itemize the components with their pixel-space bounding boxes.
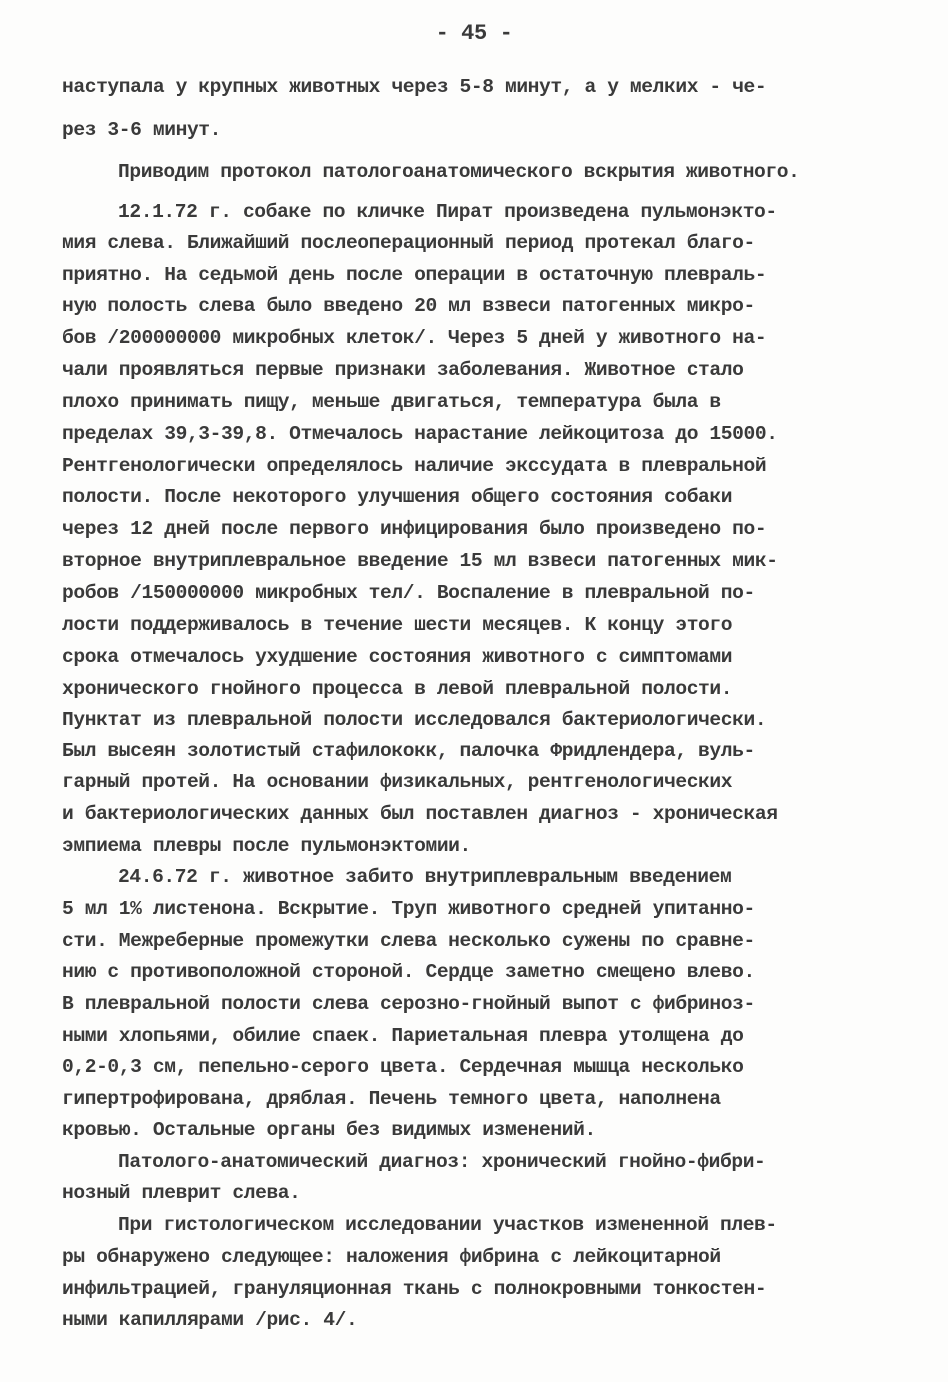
text-line: пределах 39,3-39,8. Отмечалось нарастание лейкоцитоза до 15000.: [62, 423, 778, 445]
text-line: лости поддерживалось в течение шести месяцев. К концу этого: [62, 614, 733, 636]
text-line: нозный плеврит слева.: [62, 1182, 301, 1204]
text-line: чали проявляться первые признаки заболевания. Животное стало: [62, 359, 744, 381]
text-line: ную полость слева было введено 20 мл взвеси патогенных микро-: [62, 295, 755, 317]
text-line: Был высеян золотистый стафилококк, палочка Фридлендера, вуль-: [62, 740, 755, 762]
text-line: наступала у крупных животных через 5-8 минут, а у мелких - че-: [62, 76, 767, 98]
text-line: бов /200000000 микробных клеток/. Через 5 дней у животного на-: [62, 327, 767, 349]
text-line: плохо принимать пищу, меньше двигаться, температура была в: [62, 391, 721, 413]
text-line: 0,2-0,3 см, пепельно-серого цвета. Сердечная мышца несколько: [62, 1056, 744, 1078]
text-line: хронического гнойного процесса в левой плевральной полости.: [62, 678, 733, 700]
text-line: ры обнаружено следующее: наложения фибрина с лейкоцитарной: [62, 1246, 721, 1268]
text-line: рез 3-6 минут.: [62, 119, 222, 141]
text-line: Пунктат из плевральной полости исследовался бактериологически.: [62, 709, 767, 731]
text-line: кровью. Остальные органы без видимых изменений.: [62, 1119, 596, 1141]
text-line: ными хлопьями, обилие спаек. Париетальная плевра утолщена до: [62, 1025, 744, 1047]
page-number: - 45 -: [435, 21, 513, 46]
text-line: При гистологическом исследовании участков измененной плев-: [118, 1214, 777, 1236]
text-line: 12.1.72 г. собаке по кличке Пират произведена пульмонэкто-: [118, 201, 777, 223]
text-line: через 12 дней после первого инфицирования было произведено по-: [62, 518, 767, 540]
text-line: полости. После некоторого улучшения общего состояния собаки: [62, 486, 733, 508]
text-line: В плевральной полости слева серозно-гнойный выпот с фибриноз-: [62, 993, 755, 1015]
text-line: Рентгенологически определялось наличие экссудата в плевральной: [62, 455, 767, 477]
text-line: и бактериологических данных был поставлен диагноз - хроническая: [62, 803, 778, 825]
text-line: ными капиллярами /рис. 4/.: [62, 1309, 358, 1331]
text-line: гипертрофирована, дряблая. Печень темного цвета, наполнена: [62, 1088, 721, 1110]
text-line: срока отмечалось ухудшение состояния животного с симптомами: [62, 646, 733, 668]
text-line: Патолого-анатомический диагноз: хронический гнойно-фибри-: [118, 1151, 766, 1173]
text-line: приятно. На седьмой день после операции в остаточную плевраль-: [62, 264, 767, 286]
text-line: 24.6.72 г. животное забито внутриплевральным введением: [118, 866, 732, 888]
text-line: инфильтрацией, грануляционная ткань с полнокровными тонкостен-: [62, 1278, 767, 1300]
text-line: нию с противоположной стороной. Сердце заметно смещено влево.: [62, 961, 755, 983]
text-line: 5 мл 1% листенона. Вскрытие. Труп животного средней упитанно-: [62, 898, 755, 920]
text-line: гарный протей. На основании физикальных, рентгенологических: [62, 771, 733, 793]
text-line: робов /150000000 микробных тел/. Воспаление в плевральной по-: [62, 582, 755, 604]
text-line: вторное внутриплевральное введение 15 мл взвеси патогенных мик-: [62, 550, 778, 572]
text-line: мия слева. Ближайший послеоперационный период протекал благо-: [62, 232, 755, 254]
text-line: эмпиема плевры после пульмонэктомии.: [62, 835, 471, 857]
text-line: сти. Межреберные промежутки слева несколько сужены по сравне-: [62, 930, 755, 952]
text-line: Приводим протокол патологоанатомического вскрытия животного.: [118, 161, 800, 183]
